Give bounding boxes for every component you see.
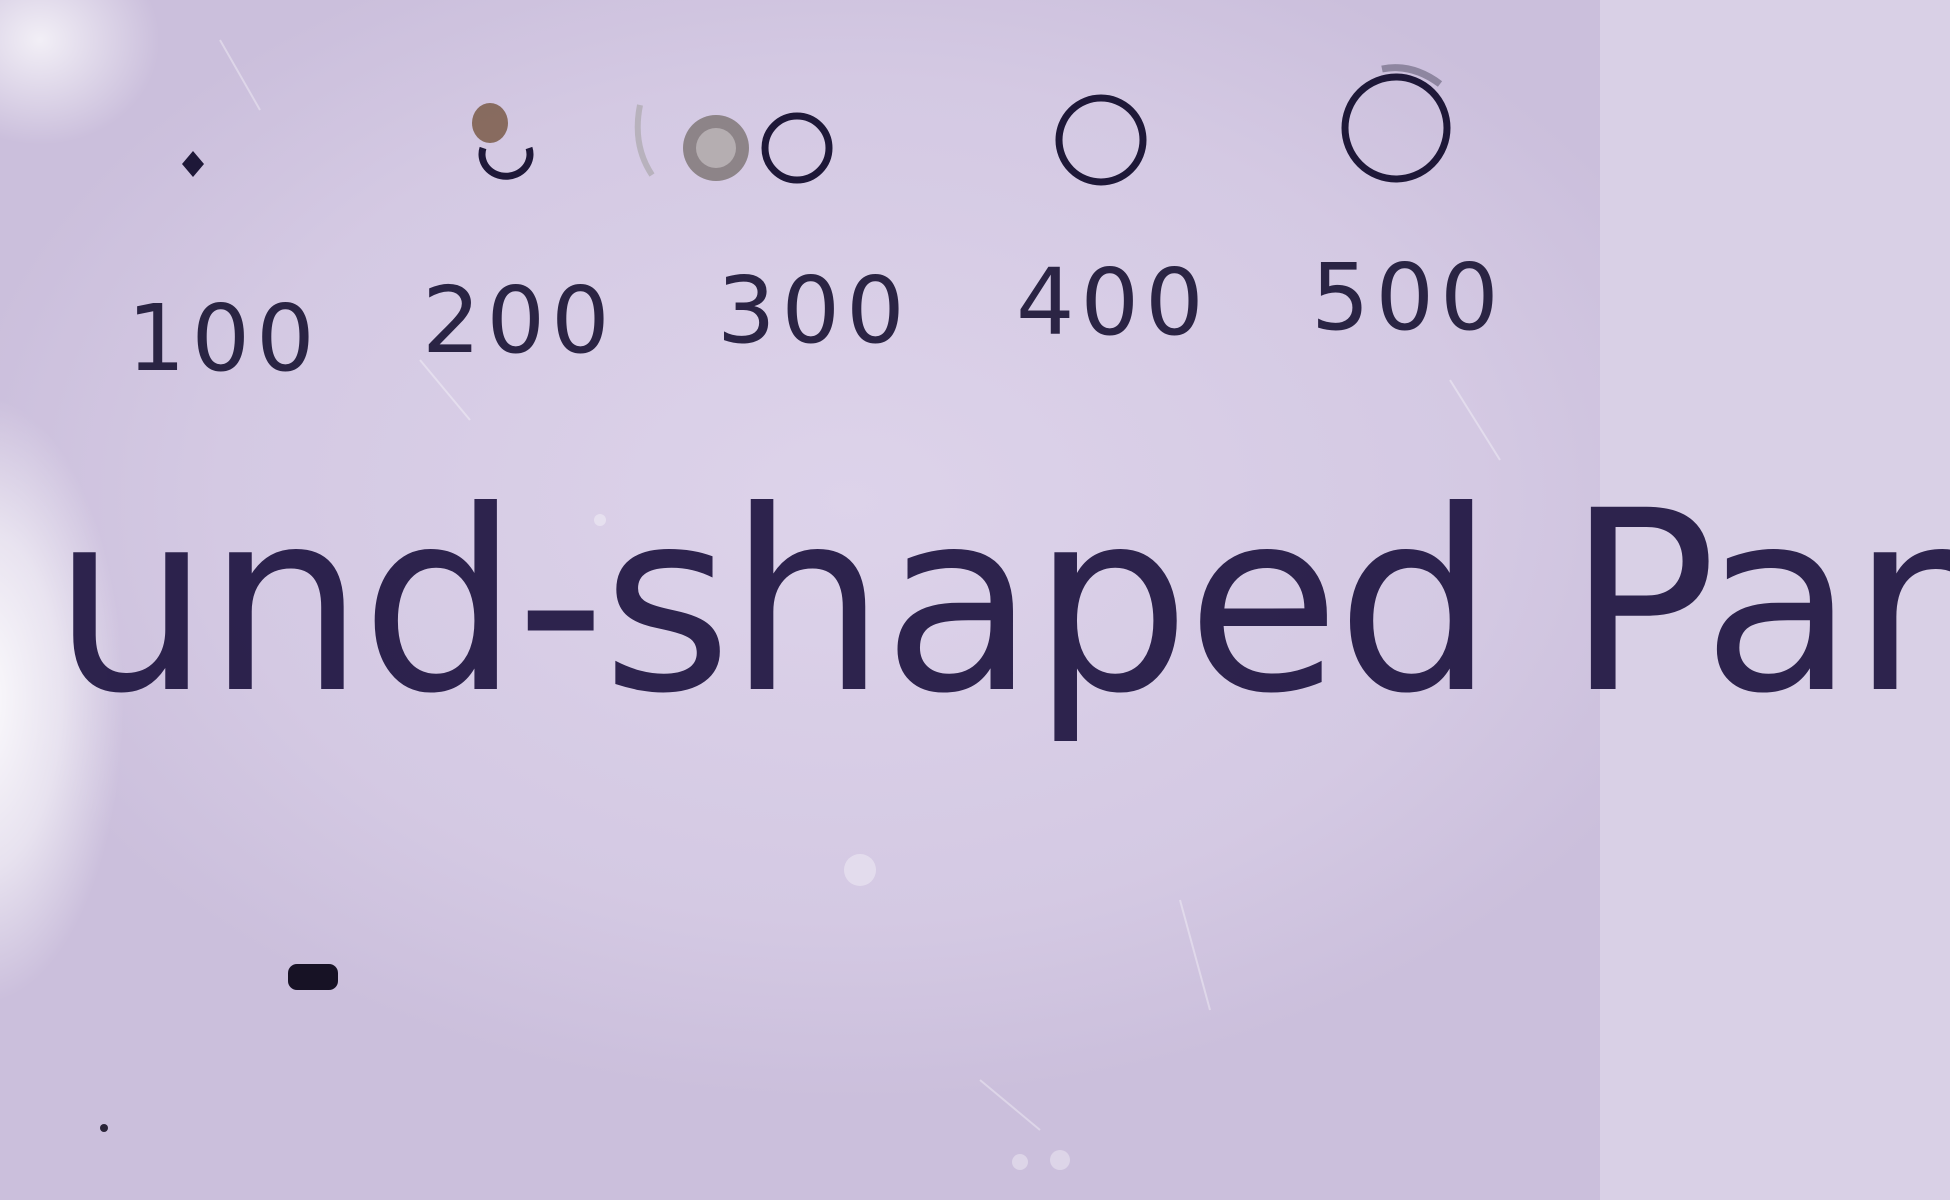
ink-mark <box>288 964 338 990</box>
title-fragment: und-shaped Par <box>52 457 1950 748</box>
scale-label-100: 100 <box>127 285 321 392</box>
scale-label-200: 200 <box>422 267 616 374</box>
hole-500-icon <box>1345 68 1447 179</box>
scale-label-400: 400 <box>1016 249 1210 356</box>
scale-label-300: 300 <box>717 257 911 364</box>
hole-400-icon <box>1059 98 1143 182</box>
speck <box>100 1124 108 1132</box>
hole-100-icon <box>182 151 204 177</box>
hole-300-icon <box>638 105 829 181</box>
hole-200-icon <box>472 103 530 176</box>
scale-label-500: 500 <box>1311 244 1505 351</box>
